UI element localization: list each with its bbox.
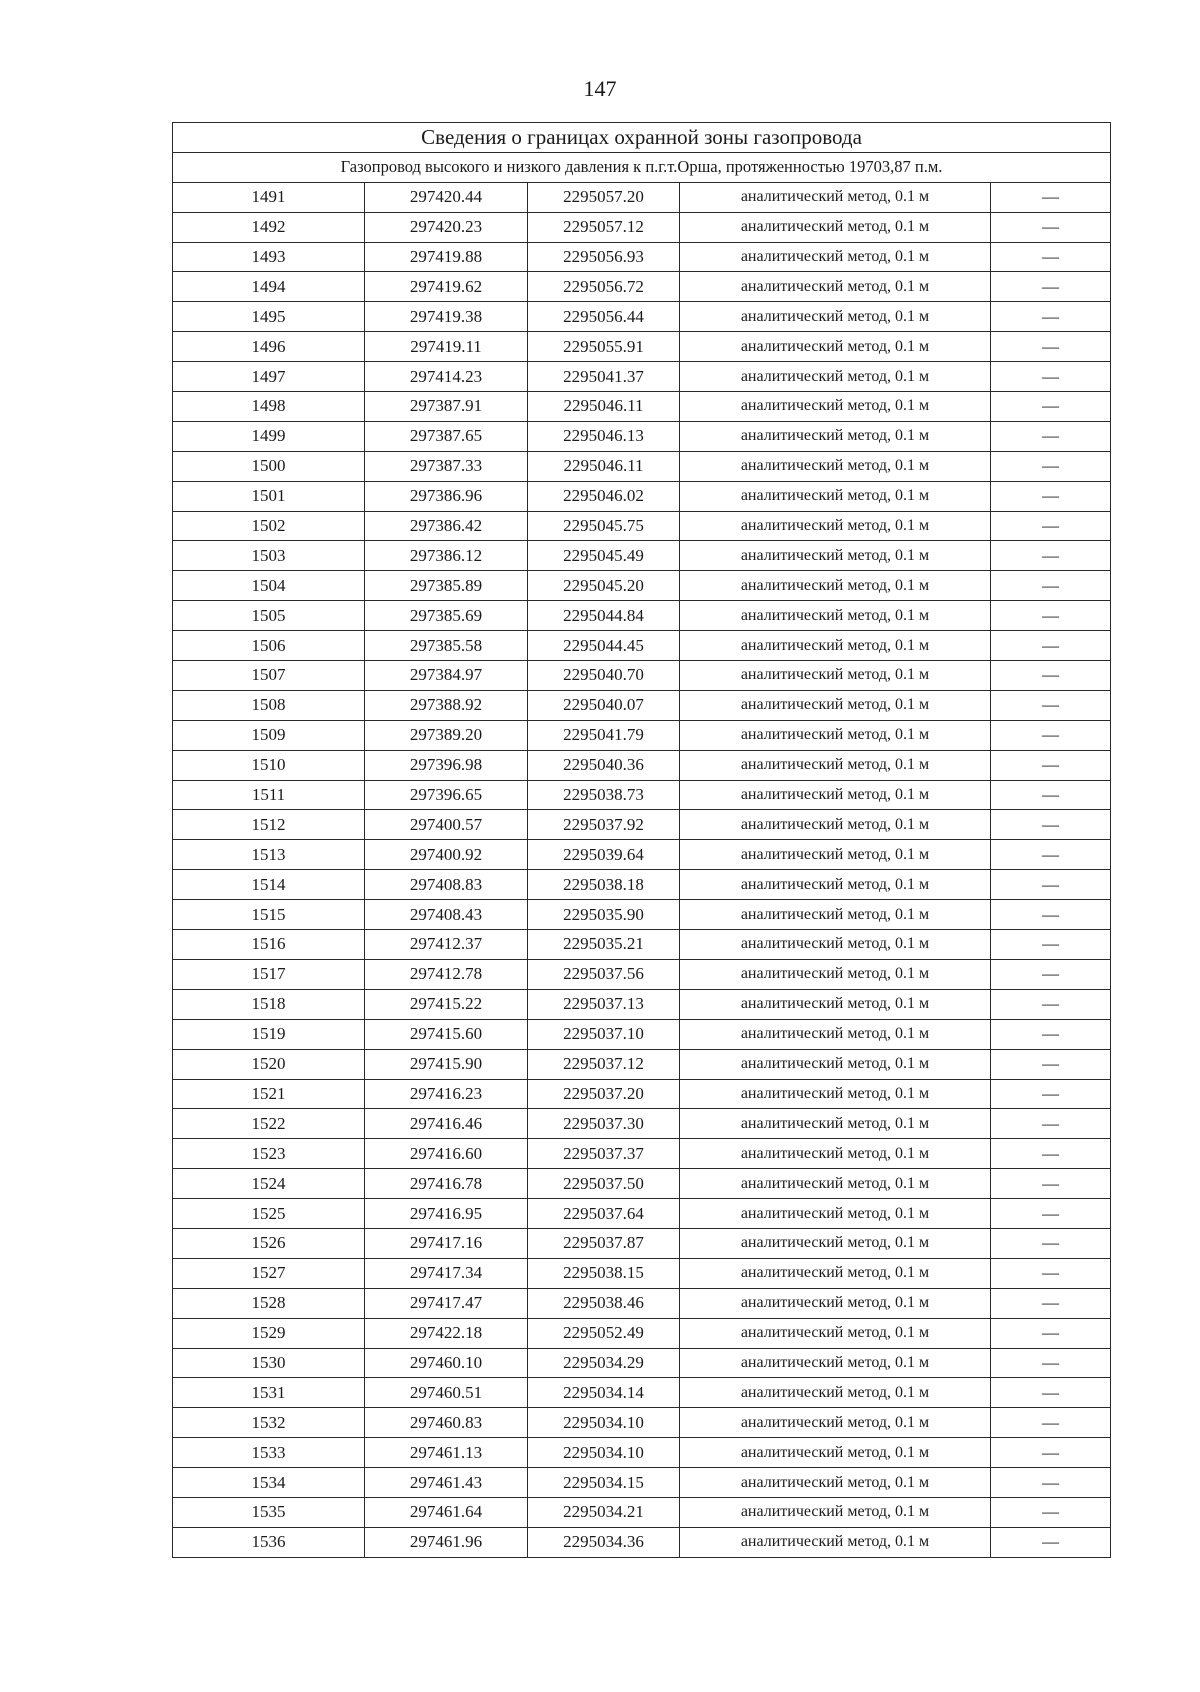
coordinate-y-cell: 2295035.90 [528, 900, 680, 930]
coordinate-x-cell: 297419.62 [365, 272, 528, 302]
point-number-cell: 1530 [173, 1348, 365, 1378]
point-number-cell: 1518 [173, 989, 365, 1019]
method-cell: аналитический метод, 0.1 м [680, 750, 991, 780]
note-cell: — [991, 1139, 1111, 1169]
coordinate-y-cell: 2295044.45 [528, 631, 680, 661]
table-row [173, 481, 1111, 511]
point-number-cell: 1528 [173, 1288, 365, 1318]
table-row [173, 332, 1111, 362]
method-cell: аналитический метод, 0.1 м [680, 1408, 991, 1438]
table-row [173, 631, 1111, 661]
note-cell: — [991, 720, 1111, 750]
coordinate-y-cell: 2295034.15 [528, 1468, 680, 1498]
zone-boundaries-table [172, 122, 1111, 1558]
table-row [173, 541, 1111, 571]
coordinate-x-cell: 297408.83 [365, 870, 528, 900]
point-number-cell: 1500 [173, 451, 365, 481]
point-number-cell: 1527 [173, 1258, 365, 1288]
note-cell: — [991, 272, 1111, 302]
table-row [173, 1378, 1111, 1408]
coordinate-y-cell: 2295037.13 [528, 989, 680, 1019]
coordinate-y-cell: 2295037.64 [528, 1199, 680, 1229]
table-row [173, 661, 1111, 691]
table-row [173, 810, 1111, 840]
note-cell: — [991, 810, 1111, 840]
note-cell: — [991, 332, 1111, 362]
coordinate-x-cell: 297387.33 [365, 451, 528, 481]
table-row [173, 571, 1111, 601]
coordinate-x-cell: 297386.12 [365, 541, 528, 571]
coordinate-y-cell: 2295038.46 [528, 1288, 680, 1318]
coordinate-y-cell: 2295045.49 [528, 541, 680, 571]
coordinate-x-cell: 297386.42 [365, 511, 528, 541]
table-row [173, 1497, 1111, 1527]
point-number-cell: 1507 [173, 661, 365, 691]
point-number-cell: 1515 [173, 900, 365, 930]
coordinate-x-cell: 297417.47 [365, 1288, 528, 1318]
coordinate-y-cell: 2295039.64 [528, 840, 680, 870]
point-number-cell: 1534 [173, 1468, 365, 1498]
coordinate-y-cell: 2295057.12 [528, 212, 680, 242]
note-cell: — [991, 1169, 1111, 1199]
table-row [173, 1468, 1111, 1498]
table-row [173, 1169, 1111, 1199]
method-cell: аналитический метод, 0.1 м [680, 1079, 991, 1109]
coordinate-x-cell: 297415.22 [365, 989, 528, 1019]
coordinate-x-cell: 297415.60 [365, 1019, 528, 1049]
coordinate-x-cell: 297400.57 [365, 810, 528, 840]
method-cell: аналитический метод, 0.1 м [680, 332, 991, 362]
coordinate-y-cell: 2295037.56 [528, 959, 680, 989]
coordinate-x-cell: 297422.18 [365, 1318, 528, 1348]
note-cell: — [991, 870, 1111, 900]
point-number-cell: 1524 [173, 1169, 365, 1199]
coordinate-x-cell: 297385.58 [365, 631, 528, 661]
coordinate-x-cell: 297387.91 [365, 392, 528, 422]
method-cell: аналитический метод, 0.1 м [680, 182, 991, 212]
coordinate-y-cell: 2295057.20 [528, 182, 680, 212]
method-cell: аналитический метод, 0.1 м [680, 870, 991, 900]
note-cell: — [991, 1497, 1111, 1527]
table-row [173, 511, 1111, 541]
coordinate-x-cell: 297400.92 [365, 840, 528, 870]
table-row [173, 272, 1111, 302]
note-cell: — [991, 661, 1111, 691]
point-number-cell: 1525 [173, 1199, 365, 1229]
method-cell: аналитический метод, 0.1 м [680, 810, 991, 840]
point-number-cell: 1535 [173, 1497, 365, 1527]
method-cell: аналитический метод, 0.1 м [680, 1438, 991, 1468]
coordinate-x-cell: 297408.43 [365, 900, 528, 930]
table-row [173, 690, 1111, 720]
coordinate-y-cell: 2295056.72 [528, 272, 680, 302]
point-number-cell: 1502 [173, 511, 365, 541]
note-cell: — [991, 1258, 1111, 1288]
method-cell: аналитический метод, 0.1 м [680, 481, 991, 511]
table-row [173, 720, 1111, 750]
coordinate-x-cell: 297461.96 [365, 1527, 528, 1557]
note-cell: — [991, 1079, 1111, 1109]
note-cell: — [991, 989, 1111, 1019]
coordinate-x-cell: 297385.89 [365, 571, 528, 601]
note-cell: — [991, 1199, 1111, 1229]
coordinate-x-cell: 297396.98 [365, 750, 528, 780]
table-row [173, 242, 1111, 272]
note-cell: — [991, 302, 1111, 332]
coordinate-x-cell: 297461.13 [365, 1438, 528, 1468]
coordinate-x-cell: 297461.43 [365, 1468, 528, 1498]
table-row [173, 1258, 1111, 1288]
point-number-cell: 1522 [173, 1109, 365, 1139]
method-cell: аналитический метод, 0.1 м [680, 900, 991, 930]
note-cell: — [991, 1527, 1111, 1557]
method-cell: аналитический метод, 0.1 м [680, 989, 991, 1019]
table-title-row [173, 123, 1111, 153]
method-cell: аналитический метод, 0.1 м [680, 421, 991, 451]
note-cell: — [991, 959, 1111, 989]
point-number-cell: 1491 [173, 182, 365, 212]
point-number-cell: 1499 [173, 421, 365, 451]
note-cell: — [991, 1109, 1111, 1139]
coordinate-x-cell: 297460.10 [365, 1348, 528, 1378]
table-subtitle: Газопровод высокого и низкого давления к п.г.т.Орша, протяженностью 19703,87 п.м. [173, 152, 1111, 182]
coordinate-y-cell: 2295037.12 [528, 1049, 680, 1079]
point-number-cell: 1526 [173, 1228, 365, 1258]
table-row [173, 302, 1111, 332]
coordinate-x-cell: 297389.20 [365, 720, 528, 750]
method-cell: аналитический метод, 0.1 м [680, 1019, 991, 1049]
table-row [173, 750, 1111, 780]
note-cell: — [991, 631, 1111, 661]
method-cell: аналитический метод, 0.1 м [680, 1228, 991, 1258]
table-row [173, 870, 1111, 900]
coordinate-x-cell: 297414.23 [365, 362, 528, 392]
note-cell: — [991, 780, 1111, 810]
method-cell: аналитический метод, 0.1 м [680, 930, 991, 960]
method-cell: аналитический метод, 0.1 м [680, 720, 991, 750]
coordinate-y-cell: 2295046.11 [528, 451, 680, 481]
coordinate-y-cell: 2295056.93 [528, 242, 680, 272]
method-cell: аналитический метод, 0.1 м [680, 212, 991, 242]
coordinate-y-cell: 2295037.50 [528, 1169, 680, 1199]
method-cell: аналитический метод, 0.1 м [680, 1169, 991, 1199]
coordinate-x-cell: 297412.78 [365, 959, 528, 989]
method-cell: аналитический метод, 0.1 м [680, 1348, 991, 1378]
method-cell: аналитический метод, 0.1 м [680, 1318, 991, 1348]
coordinate-y-cell: 2295037.92 [528, 810, 680, 840]
table-subtitle-row [173, 152, 1111, 182]
table-row [173, 900, 1111, 930]
table-row [173, 959, 1111, 989]
coordinate-x-cell: 297419.88 [365, 242, 528, 272]
table-row [173, 1139, 1111, 1169]
table-title: Сведения о границах охранной зоны газопровода [173, 123, 1111, 153]
coordinate-x-cell: 297461.64 [365, 1497, 528, 1527]
coordinate-x-cell: 297412.37 [365, 930, 528, 960]
table-row [173, 1288, 1111, 1318]
coordinate-y-cell: 2295040.70 [528, 661, 680, 691]
point-number-cell: 1504 [173, 571, 365, 601]
coordinate-y-cell: 2295037.87 [528, 1228, 680, 1258]
coordinate-x-cell: 297460.51 [365, 1378, 528, 1408]
point-number-cell: 1519 [173, 1019, 365, 1049]
table-row [173, 840, 1111, 870]
coordinate-y-cell: 2295041.37 [528, 362, 680, 392]
note-cell: — [991, 1468, 1111, 1498]
point-number-cell: 1510 [173, 750, 365, 780]
table-row [173, 1079, 1111, 1109]
point-number-cell: 1517 [173, 959, 365, 989]
coordinate-x-cell: 297416.23 [365, 1079, 528, 1109]
coordinate-x-cell: 297415.90 [365, 1049, 528, 1079]
coordinate-y-cell: 2295055.91 [528, 332, 680, 362]
method-cell: аналитический метод, 0.1 м [680, 1258, 991, 1288]
point-number-cell: 1509 [173, 720, 365, 750]
point-number-cell: 1514 [173, 870, 365, 900]
coordinate-y-cell: 2295034.14 [528, 1378, 680, 1408]
note-cell: — [991, 362, 1111, 392]
point-number-cell: 1498 [173, 392, 365, 422]
coordinate-y-cell: 2295037.20 [528, 1079, 680, 1109]
table-row [173, 930, 1111, 960]
coordinate-x-cell: 297419.11 [365, 332, 528, 362]
table-row [173, 1109, 1111, 1139]
coordinate-x-cell: 297396.65 [365, 780, 528, 810]
note-cell: — [991, 1288, 1111, 1318]
point-number-cell: 1536 [173, 1527, 365, 1557]
note-cell: — [991, 481, 1111, 511]
coordinate-y-cell: 2295052.49 [528, 1318, 680, 1348]
note-cell: — [991, 1348, 1111, 1378]
method-cell: аналитический метод, 0.1 м [680, 1527, 991, 1557]
point-number-cell: 1533 [173, 1438, 365, 1468]
note-cell: — [991, 451, 1111, 481]
table-row [173, 421, 1111, 451]
point-number-cell: 1516 [173, 930, 365, 960]
coordinate-y-cell: 2295045.75 [528, 511, 680, 541]
point-number-cell: 1529 [173, 1318, 365, 1348]
note-cell: — [991, 840, 1111, 870]
coordinate-x-cell: 297386.96 [365, 481, 528, 511]
method-cell: аналитический метод, 0.1 м [680, 541, 991, 571]
page-number: 147 [583, 76, 617, 101]
method-cell: аналитический метод, 0.1 м [680, 1139, 991, 1169]
note-cell: — [991, 1378, 1111, 1408]
point-number-cell: 1506 [173, 631, 365, 661]
point-number-cell: 1492 [173, 212, 365, 242]
coordinate-x-cell: 297419.38 [365, 302, 528, 332]
table-row [173, 1348, 1111, 1378]
coordinate-y-cell: 2295040.07 [528, 690, 680, 720]
method-cell: аналитический метод, 0.1 м [680, 1049, 991, 1079]
note-cell: — [991, 930, 1111, 960]
note-cell: — [991, 541, 1111, 571]
coordinate-y-cell: 2295046.02 [528, 481, 680, 511]
table-row [173, 989, 1111, 1019]
table-row [173, 1199, 1111, 1229]
note-cell: — [991, 182, 1111, 212]
note-cell: — [991, 571, 1111, 601]
point-number-cell: 1531 [173, 1378, 365, 1408]
note-cell: — [991, 690, 1111, 720]
table-row [173, 1019, 1111, 1049]
point-number-cell: 1532 [173, 1408, 365, 1438]
coordinate-y-cell: 2295044.84 [528, 601, 680, 631]
coordinate-y-cell: 2295038.73 [528, 780, 680, 810]
table-row [173, 1228, 1111, 1258]
note-cell: — [991, 511, 1111, 541]
method-cell: аналитический метод, 0.1 м [680, 601, 991, 631]
coordinate-y-cell: 2295037.37 [528, 1139, 680, 1169]
note-cell: — [991, 421, 1111, 451]
coordinate-y-cell: 2295037.10 [528, 1019, 680, 1049]
point-number-cell: 1496 [173, 332, 365, 362]
method-cell: аналитический метод, 0.1 м [680, 840, 991, 870]
point-number-cell: 1497 [173, 362, 365, 392]
coordinate-y-cell: 2295035.21 [528, 930, 680, 960]
method-cell: аналитический метод, 0.1 м [680, 362, 991, 392]
note-cell: — [991, 1049, 1111, 1079]
table-row [173, 451, 1111, 481]
point-number-cell: 1494 [173, 272, 365, 302]
method-cell: аналитический метод, 0.1 м [680, 959, 991, 989]
method-cell: аналитический метод, 0.1 м [680, 1468, 991, 1498]
method-cell: аналитический метод, 0.1 м [680, 631, 991, 661]
coordinate-x-cell: 297460.83 [365, 1408, 528, 1438]
point-number-cell: 1511 [173, 780, 365, 810]
coordinate-y-cell: 2295040.36 [528, 750, 680, 780]
note-cell: — [991, 750, 1111, 780]
coordinate-y-cell: 2295046.13 [528, 421, 680, 451]
method-cell: аналитический метод, 0.1 м [680, 1109, 991, 1139]
note-cell: — [991, 242, 1111, 272]
method-cell: аналитический метод, 0.1 м [680, 511, 991, 541]
point-number-cell: 1505 [173, 601, 365, 631]
note-cell: — [991, 1408, 1111, 1438]
table-row [173, 780, 1111, 810]
table-row [173, 212, 1111, 242]
note-cell: — [991, 1228, 1111, 1258]
method-cell: аналитический метод, 0.1 м [680, 780, 991, 810]
coordinate-y-cell: 2295034.36 [528, 1527, 680, 1557]
coordinate-x-cell: 297416.46 [365, 1109, 528, 1139]
table-row [173, 601, 1111, 631]
coordinate-y-cell: 2295041.79 [528, 720, 680, 750]
coordinate-y-cell: 2295034.10 [528, 1408, 680, 1438]
point-number-cell: 1512 [173, 810, 365, 840]
point-number-cell: 1495 [173, 302, 365, 332]
note-cell: — [991, 1318, 1111, 1348]
note-cell: — [991, 392, 1111, 422]
coordinate-y-cell: 2295046.11 [528, 392, 680, 422]
coordinate-y-cell: 2295038.15 [528, 1258, 680, 1288]
coordinate-x-cell: 297385.69 [365, 601, 528, 631]
point-number-cell: 1503 [173, 541, 365, 571]
coordinate-x-cell: 297416.78 [365, 1169, 528, 1199]
coordinate-x-cell: 297420.23 [365, 212, 528, 242]
point-number-cell: 1521 [173, 1079, 365, 1109]
method-cell: аналитический метод, 0.1 м [680, 1288, 991, 1318]
note-cell: — [991, 1438, 1111, 1468]
method-cell: аналитический метод, 0.1 м [680, 392, 991, 422]
method-cell: аналитический метод, 0.1 м [680, 1199, 991, 1229]
method-cell: аналитический метод, 0.1 м [680, 571, 991, 601]
table-row [173, 182, 1111, 212]
coordinate-x-cell: 297416.60 [365, 1139, 528, 1169]
method-cell: аналитический метод, 0.1 м [680, 451, 991, 481]
table-row [173, 1318, 1111, 1348]
method-cell: аналитический метод, 0.1 м [680, 690, 991, 720]
table-row [173, 1527, 1111, 1557]
method-cell: аналитический метод, 0.1 м [680, 661, 991, 691]
coordinate-y-cell: 2295034.21 [528, 1497, 680, 1527]
coordinate-x-cell: 297384.97 [365, 661, 528, 691]
table-row [173, 1438, 1111, 1468]
method-cell: аналитический метод, 0.1 м [680, 1378, 991, 1408]
coordinate-y-cell: 2295056.44 [528, 302, 680, 332]
coordinate-y-cell: 2295038.18 [528, 870, 680, 900]
table-row [173, 1049, 1111, 1079]
point-number-cell: 1493 [173, 242, 365, 272]
coordinate-x-cell: 297416.95 [365, 1199, 528, 1229]
point-number-cell: 1513 [173, 840, 365, 870]
method-cell: аналитический метод, 0.1 м [680, 1497, 991, 1527]
note-cell: — [991, 900, 1111, 930]
point-number-cell: 1508 [173, 690, 365, 720]
coordinate-y-cell: 2295045.20 [528, 571, 680, 601]
note-cell: — [991, 601, 1111, 631]
point-number-cell: 1501 [173, 481, 365, 511]
coordinate-x-cell: 297387.65 [365, 421, 528, 451]
method-cell: аналитический метод, 0.1 м [680, 242, 991, 272]
method-cell: аналитический метод, 0.1 м [680, 272, 991, 302]
table-row [173, 362, 1111, 392]
note-cell: — [991, 212, 1111, 242]
point-number-cell: 1520 [173, 1049, 365, 1079]
coordinate-y-cell: 2295034.10 [528, 1438, 680, 1468]
note-cell: — [991, 1019, 1111, 1049]
coordinate-y-cell: 2295034.29 [528, 1348, 680, 1378]
point-number-cell: 1523 [173, 1139, 365, 1169]
table-row [173, 392, 1111, 422]
coordinate-x-cell: 297388.92 [365, 690, 528, 720]
coordinate-x-cell: 297420.44 [365, 182, 528, 212]
coordinate-x-cell: 297417.34 [365, 1258, 528, 1288]
table-row [173, 1408, 1111, 1438]
coordinate-y-cell: 2295037.30 [528, 1109, 680, 1139]
coordinate-x-cell: 297417.16 [365, 1228, 528, 1258]
method-cell: аналитический метод, 0.1 м [680, 302, 991, 332]
